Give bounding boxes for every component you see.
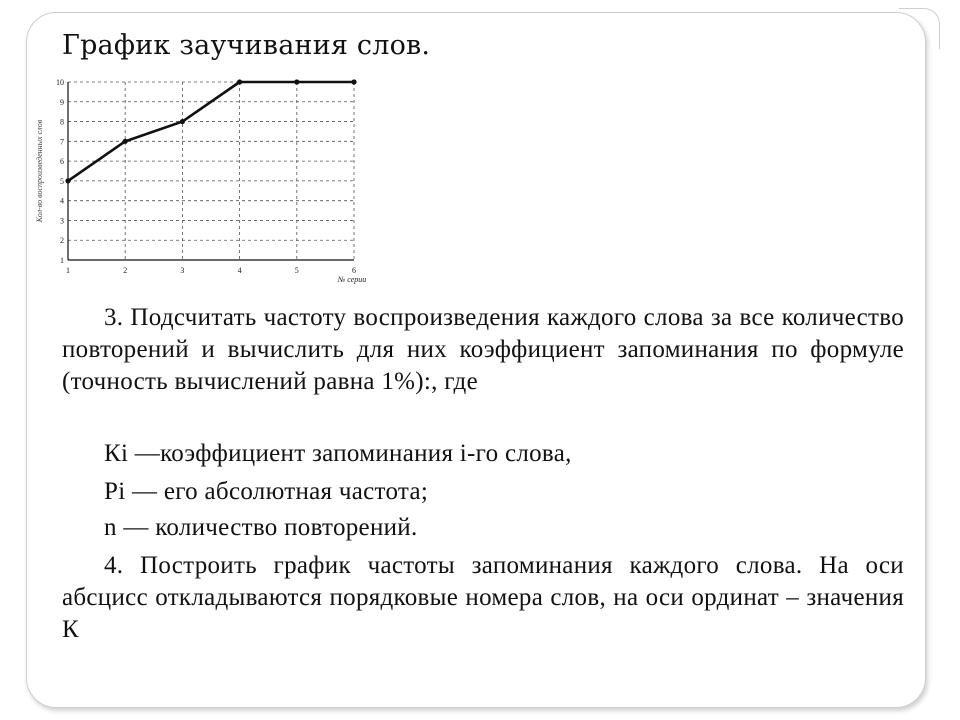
pi-definition: Pi — его абсолютная частота; — [104, 478, 429, 505]
y-tick-label: 7 — [60, 137, 64, 147]
item-3-body: 3. Подсчитать частоту воспроизведения каждого слова за все количество повторений и вычислить для них коэффициент запоминания по формуле (точность вычислений равна 1%):, где — [62, 304, 904, 395]
y-tick-label: 10 — [56, 78, 64, 87]
learning-chart — [30, 72, 370, 298]
x-tick-label: 1 — [66, 266, 70, 275]
y-tick-label: 8 — [60, 117, 64, 127]
data-point — [65, 178, 70, 183]
y-tick-label: 4 — [60, 196, 64, 206]
x-tick-label: 2 — [123, 266, 128, 275]
slide-title: График заучивания слов. — [62, 30, 431, 61]
data-point — [180, 119, 185, 124]
item-4-text — [62, 550, 904, 646]
item-4-body: 4. Построить график частоты запоминания каждого слова. На оси абсцисс откладываются порядковые номера слов, на оси ординат – значения К — [62, 552, 904, 643]
y-tick-label: 5 — [60, 176, 64, 186]
y-tick-label: 9 — [60, 97, 64, 107]
y-tick-label: 1 — [60, 256, 64, 265]
x-tick-label: 5 — [294, 266, 299, 275]
data-point — [294, 79, 299, 84]
x-tick-label: 3 — [180, 266, 185, 275]
data-point — [123, 139, 128, 144]
x-tick-label: 6 — [352, 266, 356, 275]
x-axis-label: № серии — [337, 275, 367, 284]
corner-decoration — [899, 8, 940, 49]
item-3-text — [62, 302, 904, 398]
y-tick-label: 6 — [60, 157, 64, 167]
learning-chart-svg — [30, 72, 370, 298]
series-line — [68, 82, 354, 181]
x-tick-label: 4 — [237, 266, 242, 275]
y-tick-label: 3 — [60, 216, 64, 226]
data-point — [351, 79, 356, 84]
y-tick-label: 2 — [60, 236, 64, 246]
data-point — [237, 79, 242, 84]
ki-definition: Кi —коэффициент запоминания i-го слова, — [104, 440, 572, 467]
y-axis-label: Кол-во воспроизведенных слов — [35, 119, 44, 223]
n-definition: n — количество повторений. — [104, 514, 418, 541]
